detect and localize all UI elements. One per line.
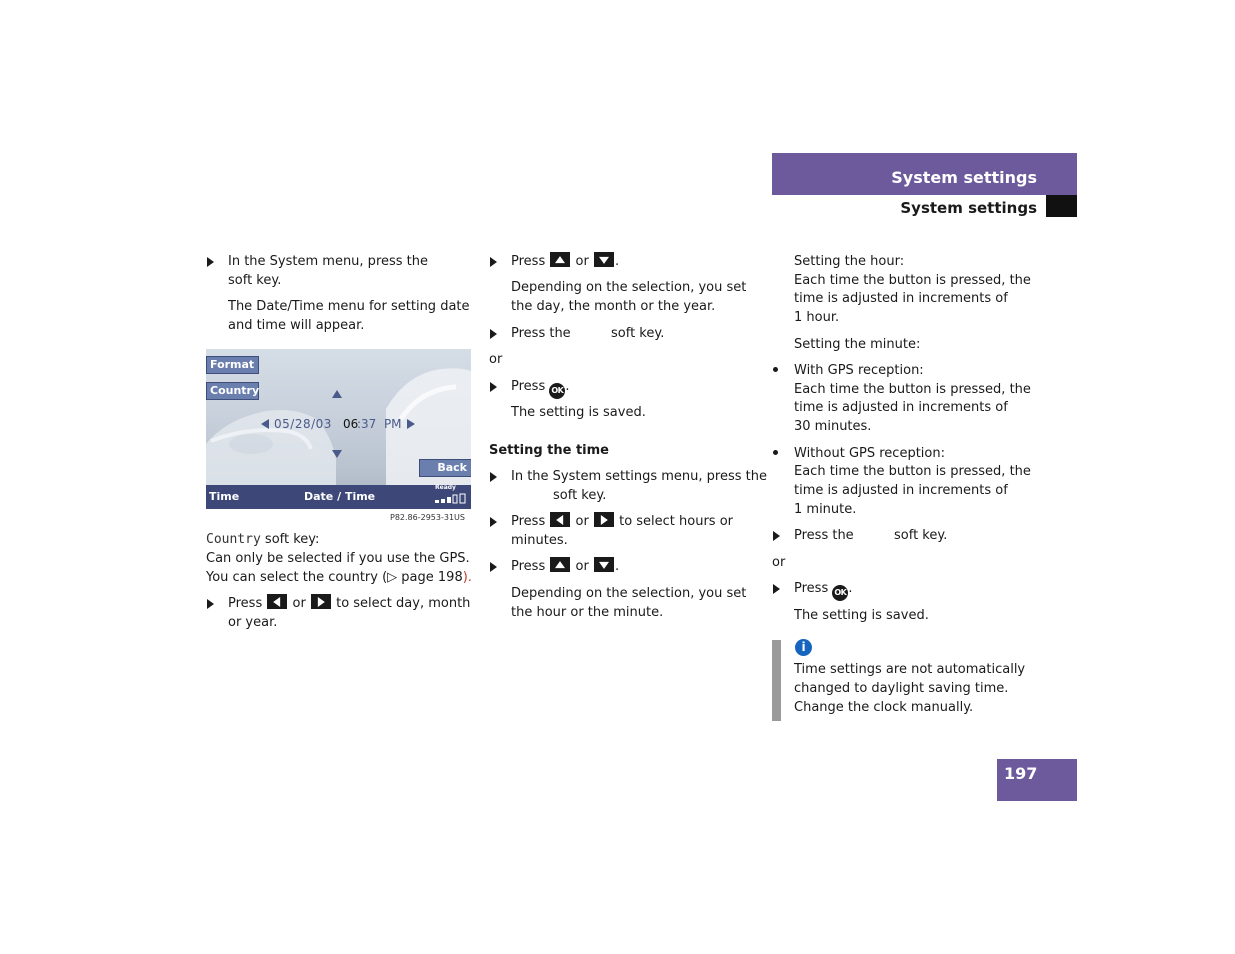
down-arrow-icon [332, 450, 342, 458]
press-text: Press [511, 514, 546, 529]
col1-result1-line1: The Date/Time menu for setting date [228, 299, 470, 314]
period: . [848, 581, 853, 596]
left-arrow-icon [261, 419, 269, 429]
col1-country-line2: Can only be selected if you use the GPS. [206, 551, 470, 566]
period: . [614, 559, 620, 574]
step-arrow [207, 599, 214, 609]
col2-step3 [511, 377, 570, 399]
col2-depend1-line2: the day, the month or the year. [511, 299, 716, 314]
left-key-icon [267, 594, 287, 609]
step-arrow [490, 472, 497, 482]
info-line2: changed to daylight saving time. [794, 681, 1009, 696]
col2-step4-line2: soft key. [553, 488, 607, 503]
country-key-label: Country [206, 532, 261, 547]
col2-step5-line2: minutes. [511, 533, 568, 548]
up-key-icon [550, 557, 570, 572]
col3-saved: The setting is saved. [794, 608, 929, 623]
col2-depend2-line1: Depending on the selection, you set [511, 586, 747, 601]
section-title: System settings [891, 168, 1037, 187]
right-key-icon [594, 512, 614, 527]
col1-country-line1 [206, 530, 319, 549]
col2-step5-line1 [511, 512, 733, 531]
time-hour-value[interactable]: 06 [343, 417, 359, 431]
info-line3: Change the clock manually. [794, 700, 974, 715]
country-line3-post: ). [462, 570, 472, 585]
step-arrow [773, 531, 780, 541]
page-ref-link[interactable]: page 198 [397, 570, 463, 585]
ok-button-icon: OK [549, 383, 565, 399]
press-text: Press [511, 379, 546, 394]
col2-step2-press: Press the [511, 326, 571, 341]
or-text: or [575, 514, 589, 529]
setting-time-heading: Setting the time [489, 443, 609, 458]
step-arrow [490, 562, 497, 572]
up-key-icon [550, 252, 570, 267]
subsection-title: System settings [900, 199, 1037, 217]
col3-minute-label: Setting the minute: [794, 337, 921, 352]
col2-step1 [511, 252, 619, 271]
col2-depend1-line1: Depending on the selection, you set [511, 280, 747, 295]
col3-gps-line3: 30 minutes. [794, 419, 872, 434]
period: . [614, 254, 620, 269]
col3-step1-press: Press the [794, 528, 854, 543]
date-value[interactable]: 05/28/03 [274, 417, 332, 431]
col2-step4-line1: In the System settings menu, press the [511, 469, 767, 484]
up-arrow-icon [332, 390, 342, 398]
right-arrow-icon [407, 419, 415, 429]
format-soft-key[interactable]: Format [206, 356, 259, 374]
page-number: 197 [1004, 764, 1038, 783]
info-icon-glyph: i [801, 640, 806, 654]
right-key-icon [311, 594, 331, 609]
time-tab[interactable]: Time [209, 490, 240, 503]
press-text: Press [511, 254, 546, 269]
left-key-icon [550, 512, 570, 527]
ready-status: Ready [435, 484, 456, 491]
col1-step2-line1 [228, 594, 470, 613]
col2-saved1: The setting is saved. [511, 405, 646, 420]
col1-step1-line1: In the System menu, press the [228, 254, 429, 269]
col1-step1-line2: soft key. [228, 273, 282, 288]
col3-step2 [794, 579, 853, 601]
col1-step2-line2: or year. [228, 615, 278, 630]
step-arrow [490, 517, 497, 527]
col2-depend2-line2: the hour or the minute. [511, 605, 664, 620]
col3-hour-line3: 1 hour. [794, 310, 840, 325]
date-time-tab[interactable]: Date / Time [304, 490, 376, 503]
col2-step6 [511, 557, 619, 576]
step-arrow [773, 584, 780, 594]
col1-country-line3 [206, 568, 472, 587]
period: . [565, 379, 570, 394]
col3-hour-line2: time is adjusted in increments of [794, 291, 1008, 306]
col3-nogps-line1: Each time the button is pressed, the [794, 464, 1031, 479]
screen-bottom-bar [206, 485, 471, 509]
back-soft-key[interactable]: Back [419, 459, 471, 477]
or-text: or [575, 559, 589, 574]
col3-or1: or [772, 555, 786, 570]
country-soft-key[interactable]: Country [206, 382, 259, 400]
col3-nogps-line2: time is adjusted in increments of [794, 483, 1008, 498]
list-bullet [773, 367, 778, 372]
time-minute-value[interactable]: :37 PM [357, 417, 402, 431]
step-arrow [490, 382, 497, 392]
page-ref-arrow-icon: ▷ [387, 570, 398, 585]
step-arrow [490, 329, 497, 339]
subsection-marker [1046, 195, 1077, 217]
or-text: or [575, 254, 589, 269]
down-key-icon [594, 252, 614, 267]
press-text: Press [228, 596, 263, 611]
step2-rest-text: to select day, month [336, 596, 471, 611]
press-text: Press [511, 559, 546, 574]
info-box-bar [772, 640, 781, 721]
country-soft-key-text: soft key: [260, 532, 320, 547]
col3-gps-label: With GPS reception: [794, 363, 924, 378]
country-line3-pre: You can select the country ( [206, 570, 388, 585]
col1-result1-line2: and time will appear. [228, 318, 365, 333]
press-text: Press [794, 581, 829, 596]
down-key-icon [594, 557, 614, 572]
col3-gps-line2: time is adjusted in increments of [794, 400, 1008, 415]
col3-hour-line1: Each time the button is pressed, the [794, 273, 1031, 288]
col2-or1: or [489, 352, 503, 367]
col3-nogps-label: Without GPS reception: [794, 446, 945, 461]
figure-id: P82.86-2953-31US [390, 513, 465, 522]
date-time-screen [206, 349, 471, 509]
signal-strength-icon [435, 493, 469, 505]
ok-button-icon: OK [832, 585, 848, 601]
info-icon [795, 639, 812, 656]
col3-nogps-line3: 1 minute. [794, 502, 857, 517]
list-bullet [773, 450, 778, 455]
col2-step2-soft: soft key. [611, 326, 665, 341]
step-arrow [207, 257, 214, 267]
col3-step1-soft: soft key. [894, 528, 948, 543]
info-line1: Time settings are not automatically [794, 662, 1026, 677]
col3-gps-line1: Each time the button is pressed, the [794, 382, 1031, 397]
or-text: or [292, 596, 306, 611]
step5-rest-text: to select hours or [619, 514, 734, 529]
step-arrow [490, 257, 497, 267]
col3-hour-label: Setting the hour: [794, 254, 905, 269]
